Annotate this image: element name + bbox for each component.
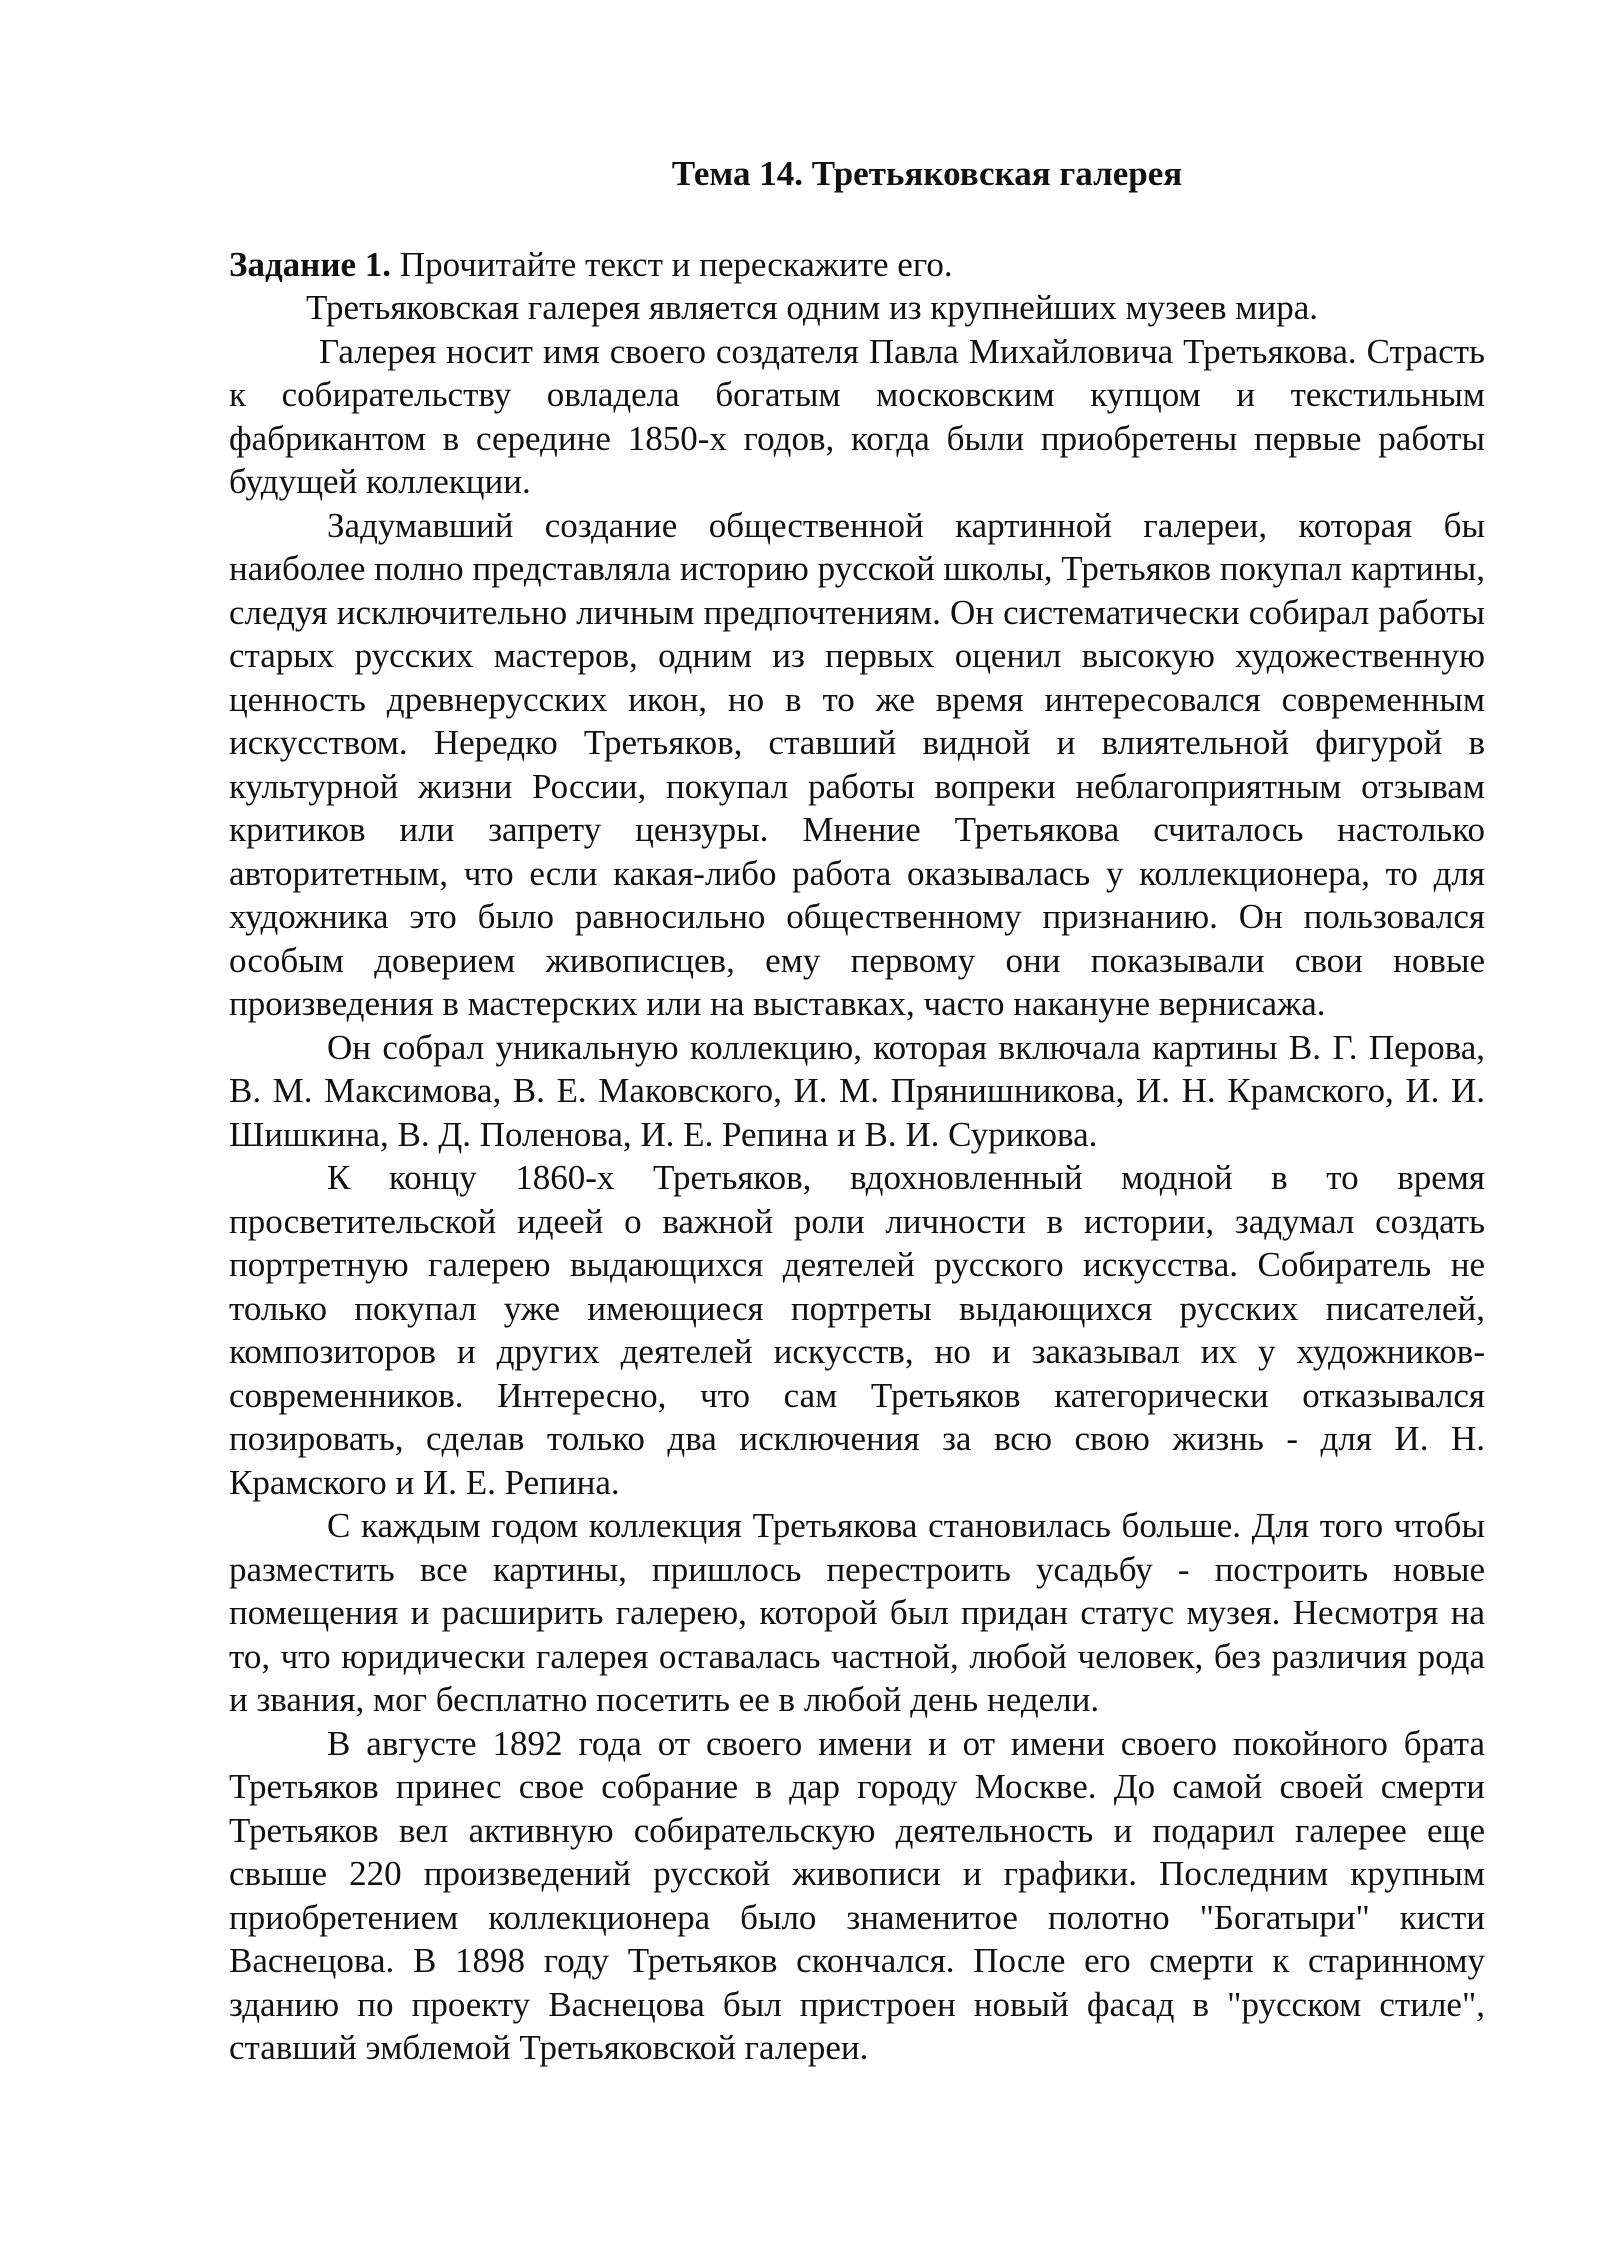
paragraph-founder: Галерея носит имя своего создателя Павла Михайловича Третьякова. Страсть к собирательству овладела богатым московским купцом и текстильным фабрикантом в середине 1850-х годов, когда были приобретены первые работы будущей коллекции.: [229, 331, 1485, 501]
paragraph-gift: В августе 1892 года от своего имени и от имени своего покойного брата Третьяков принес свое собрание в дар городу Москве. До самой своей смерти Третьяков вел активную собирательскую деятельность и подарил галерее еще свыше 220 произведений русской живописи и графики. Последним крупным приобретением коллекционера было знаменитое полотно "Богатыри" кисти Васнецова. В 1898 году Третьяков скончался. После его смерти к старинному зданию по проекту Васнецова был пристроен новый фасад в "русском стиле", ставший эмблемой Третьяковской галереи.: [229, 1723, 1485, 2067]
task-heading: [229, 243, 1485, 287]
paragraph-collection: Он собрал уникальную коллекцию, которая включала картины В. Г. Перова, В. М. Максимова, В. Е. Маковского, И. М. Прянишникова, И. Н. Крамского, И. И. Шишкина, В. Д. Поленова, И. Е. Репина и В. И. Сурикова.: [229, 1027, 1485, 1154]
paragraph-portraits: К концу 1860-х Третьяков, вдохновленный модной в то время просветительской идеей о важной роли личности в истории, задумал создать портретную галерею выдающихся деятелей русского искусства. Собиратель не только покупал уже имеющиеся портреты выдающихся русских писателей, композиторов и других деятелей искусств, но и заказывал их у художников-современников. Интересно, что сам Третьяков категорически отказывался позировать, сделав только два исключения за всю свою жизнь - для И. Н. Крамского и И. Е. Репина.: [229, 1158, 1485, 1502]
task-label: Задание 1.: [229, 244, 392, 284]
paragraph-museum: С каждым годом коллекция Третьякова становилась больше. Для того чтобы разместить все картины, пришлось перестроить усадьбу - построить новые помещения и расширить галерею, которой был придан статус музея. Несмотря на то, что юридически галерея оставалась частной, любой человек, без различия рода и звания, мог бесплатно посетить ее в любой день недели.: [229, 1506, 1485, 1719]
task-instruction: Прочитайте текст и перескажите его.: [391, 244, 953, 284]
document-body: [229, 152, 1485, 2070]
page-title: Тема 14. Третьяковская галерея: [671, 154, 1183, 193]
paragraph-collecting: Задумавший создание общественной картинной галереи, которая бы наиболее полно представляла историю русской школы, Третьяков покупал картины, следуя исключительно личным предпочтениям. Он систематически собирал работы старых русских мастеров, одним из первых оценил высокую художественную ценность древнерусских икон, но в то же время интересовался современным искусством. Нередко Третьяков, ставший видной и влиятельной фигурой в культурной жизни России, покупал работы вопреки неблагоприятным отзывам критиков или запрету цензуры. Мнение Третьякова считалось настолько авторитетным, что если какая-либо работа оказывалась у коллекционера, то для художника это было равносильно общественному признанию. Он пользовался особым доверием живописцев, ему первому они показывали свои новые произведения в мастерских или на выставках, часто накануне вернисажа.: [229, 505, 1485, 1023]
paragraph-intro: Третьяковская галерея является одним из крупнейших музеев мира.: [306, 288, 1318, 327]
